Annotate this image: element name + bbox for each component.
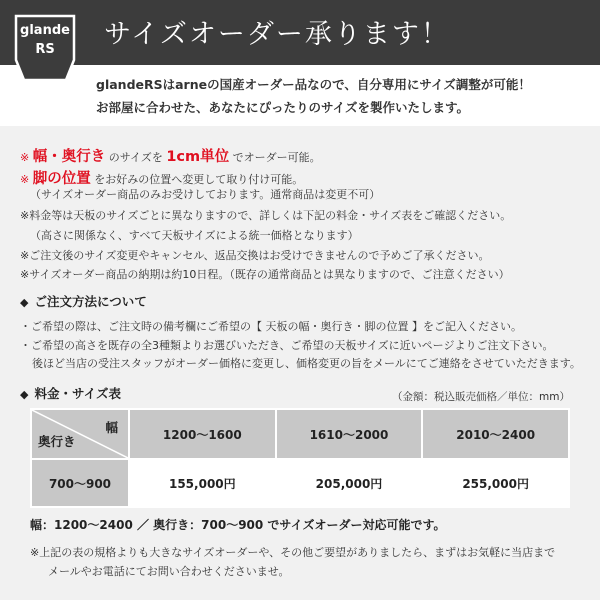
- note-width-depth: [20, 145, 321, 166]
- corner-width-label: 幅: [105, 420, 118, 435]
- note-text: のサイズを: [108, 151, 163, 164]
- note-pricing: ※料金等は天板のサイズごとに異なりますので、詳しくは下記の料金・サイズ表をご確認ください。: [20, 209, 512, 222]
- column-header: 1200～1600: [129, 409, 276, 459]
- price-unit-note: （金額：税込販売価格／単位：mm）: [392, 391, 570, 403]
- note-no-cancel: ※ご注文後のサイズ変更やキャンセル、返品交換はお受けできませんので予めご了承ください。: [20, 249, 490, 262]
- table-corner-cell: [31, 409, 129, 459]
- note-highlight-width-depth: 幅・奥行き: [32, 149, 106, 165]
- order-method-title: ご注文方法について: [34, 294, 147, 309]
- table-header-row: [31, 409, 569, 459]
- logo-text-glande: glande: [20, 23, 70, 38]
- note-lead-time: ※サイズオーダー商品の納期は約10日程。（既存の通常商品とは異なりますので、ご注意ください）: [20, 268, 510, 281]
- note-highlight-unit: 1cm単位: [166, 149, 230, 165]
- size-range-summary: 幅：1200～2400 ／ 奥行き：700～900 でサイズオーダー対応可能です。: [30, 518, 446, 532]
- diamond-icon: ◆: [20, 388, 29, 401]
- price-title: 料金・サイズ表: [34, 386, 121, 401]
- price-heading: [20, 384, 121, 402]
- order-step-2-cont: 後ほど当店の受注スタッフがオーダー価格に変更し、価格変更の旨をメールにてご連絡をさせていただきます。: [32, 357, 581, 370]
- table-row: [31, 459, 569, 507]
- order-step-2: ・ご希望の高さを既存の全3種類よりお選びいただき、ご希望の天板サイズに近いページよりご注文下さい。: [20, 339, 554, 352]
- note-pricing-sub: （高さに関係なく、すべて天板サイズによる統一価格となります）: [30, 229, 359, 242]
- diamond-icon: ◆: [20, 296, 29, 309]
- footer-note-line-2: メールやお電話にてお問い合わせくださいませ。: [48, 565, 290, 578]
- price-cell: 155,000円: [129, 459, 276, 507]
- price-table: [30, 408, 570, 508]
- note-marker: ※: [20, 173, 30, 186]
- brand-logo: [14, 14, 76, 82]
- price-cell: 205,000円: [276, 459, 423, 507]
- order-step-1: ・ご希望の際は、ご注文時の備考欄にご希望の【 天板の幅・奥行き・脚の位置 】をご記入ください。: [20, 320, 522, 333]
- note-leg-sub: （サイズオーダー商品のみお受けしております。通常商品は変更不可）: [30, 188, 381, 201]
- column-header: 1610～2000: [276, 409, 423, 459]
- order-method-heading: [20, 292, 147, 310]
- note-marker: ※: [20, 151, 30, 164]
- footer-note-line-1: ※上記の表の規格よりも大きなサイズオーダーや、その他ご要望がありましたら、まずはお気軽に当店まで: [30, 546, 556, 559]
- logo-text-rs: RS: [35, 42, 55, 57]
- intro-line-1: glandeRSはarneの国産オーダー品なので、自分専用にサイズ調整が可能！: [96, 77, 531, 92]
- row-header: 700～900: [31, 459, 129, 507]
- header-banner: [0, 0, 600, 65]
- page-title: サイズオーダー承ります！: [104, 19, 450, 50]
- column-header: 2010～2400: [422, 409, 569, 459]
- note-highlight-leg: 脚の位置: [32, 171, 91, 187]
- note-text: でオーダー可能。: [232, 151, 321, 164]
- note-text: をお好みの位置へ変更して取り付け可能。: [94, 173, 304, 186]
- price-cell: 255,000円: [422, 459, 569, 507]
- corner-depth-label: 奥行き: [38, 434, 76, 449]
- intro-line-2: お部屋に合わせた、あなたにぴったりのサイズを製作いたします。: [96, 100, 470, 115]
- note-leg-position: [20, 167, 303, 188]
